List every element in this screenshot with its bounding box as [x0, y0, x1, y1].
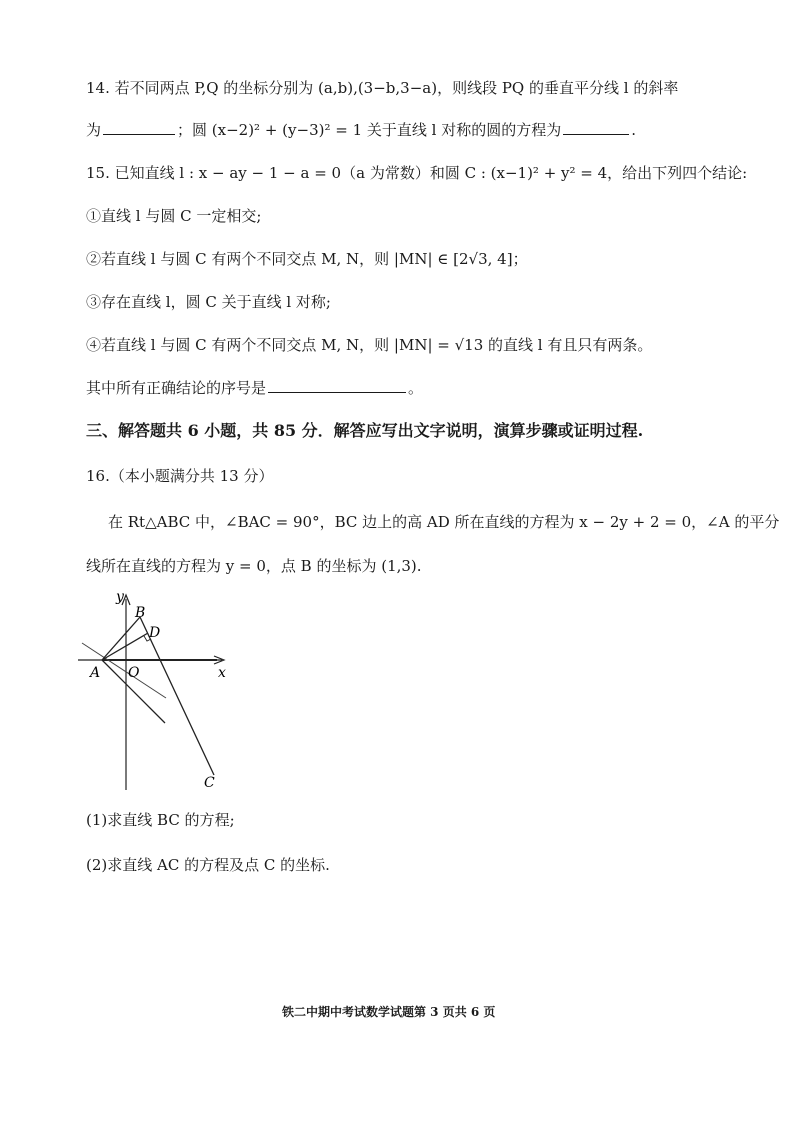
label-a: A [90, 665, 101, 681]
q14-line1: 14. 若不同两点 P,Q 的坐标分别为 (a,b),(3−b,3−a)，则线段 PQ 的垂直平分线 l 的斜率 [86, 79, 679, 97]
q14-line2-middle: ；圆 (x−2)² + (y−3)² = 1 关于直线 l 对称的圆的方程为 [177, 121, 562, 139]
section3-heading: 三、解答题共 6 小题，共 85 分．解答应写出文字说明，演算步骤或证明过程. [86, 421, 644, 440]
label-c: C [204, 775, 215, 791]
q15-item-2: ②若直线 l 与圆 C 有两个不同交点 M, N，则 |MN| ∈ [2√3, 4]； [86, 250, 528, 268]
segment-ad [102, 633, 148, 660]
label-b: B [135, 605, 146, 621]
q15-answer-end: 。 [408, 379, 424, 397]
q14-circle-blank [563, 120, 629, 135]
q16-part2: (2)求直线 AC 的方程及点 C 的坐标. [86, 856, 330, 874]
q16-figure [72, 585, 252, 800]
segment-ab [102, 617, 140, 660]
q14-line2 [86, 120, 636, 140]
q16-header: 16.（本小题满分共 13 分） [86, 467, 274, 485]
q16-body-line1: 在 Rt△ABC 中，∠BAC = 90°，BC 边上的高 AD 所在直线的方程为 x − 2y + 2 = 0，∠A 的平分 [108, 513, 780, 531]
q16-part1: (1)求直线 BC 的方程; [86, 811, 235, 829]
q15-intro: 15. 已知直线 l : x − ay − 1 − a = 0（a 为常数）和圆 C : (x−1)² + y² = 4，给出下列四个结论: [86, 164, 748, 182]
q15-item-4: ④若直线 l 与圆 C 有两个不同交点 M, N，则 |MN| = √13 的直线 l 有且只有两条。 [86, 336, 653, 354]
q14-line2-prefix: 为 [86, 121, 102, 139]
q16-body-line2: 线所在直线的方程为 y = 0，点 B 的坐标为 (1,3). [86, 557, 422, 575]
q15-answer-line [86, 378, 423, 398]
q14-slope-blank [103, 120, 175, 135]
label-d: D [149, 625, 161, 641]
q15-answer-blank [268, 378, 406, 393]
q14-line2-end: . [631, 121, 637, 139]
q15-item-3: ③存在直线 l，圆 C 关于直线 l 对称; [86, 293, 331, 311]
label-x: x [218, 665, 226, 681]
label-o: O [128, 665, 140, 681]
q15-item-1: ①直线 l 与圆 C 一定相交; [86, 207, 262, 225]
label-y: y [116, 589, 124, 605]
q15-answer-prefix: 其中所有正确结论的序号是 [86, 379, 267, 397]
page-footer: 铁二中期中考试数学试题第 3 页共 6 页 [282, 1005, 496, 1019]
